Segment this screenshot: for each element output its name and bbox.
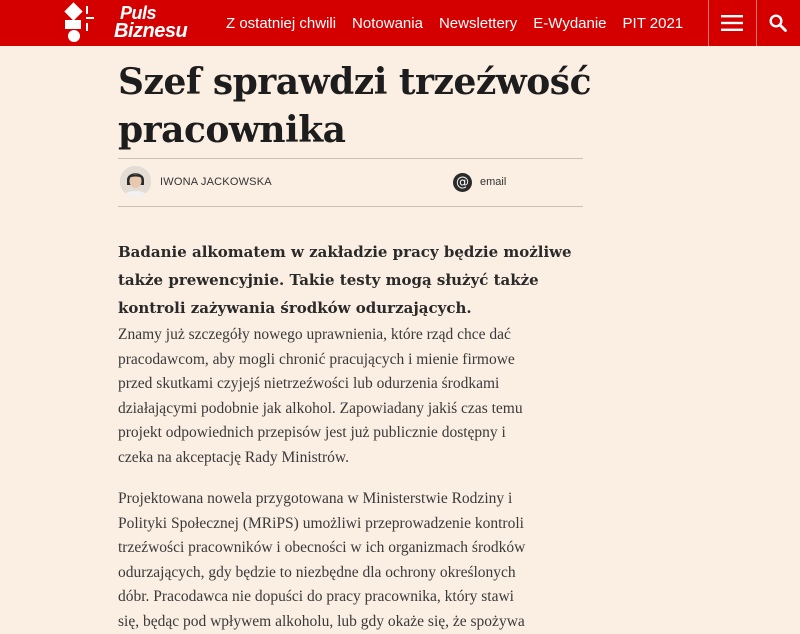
email-link[interactable]: email [480,176,506,188]
search-button[interactable] [756,0,800,46]
author-name[interactable]: IWONA JACKOWSKA [160,176,272,188]
nav-newslettery[interactable]: Newslettery [439,15,517,32]
lead-line: kontroli zażywania środków odurzających. [118,294,548,322]
email-icon[interactable]: @ [453,173,472,192]
paragraph-line: się, będąc pod wpływem alkoholu, lub gdy okaże się, że spożywa [118,610,558,634]
lead-line: także prewencyjnie. Takie testy mogą służyć także [118,266,548,294]
logo-badge-icon [64,2,100,44]
paragraph-line: trzeźwości pracowników i obecności w ich organizmach środków [118,536,558,561]
top-bar [0,0,800,46]
article-title [118,58,588,154]
paragraph-line: Projektowana nowela przygotowana w Ministerstwie Rodziny i [118,487,558,512]
nav-notowania[interactable]: Notowania [352,15,423,32]
article-paragraph [118,487,558,634]
article-paragraph [118,323,558,470]
paragraph-line: dóbr. Pracodawca nie dopuści do pracy pracownika, który stawi [118,585,558,610]
paragraph-line: pracodawcom, aby mogli chronić pracujących i mienie firmowe [118,348,558,373]
article-header [118,58,588,154]
lead-line: Badanie alkomatem w zakładzie pracy będzie możliwe [118,238,548,266]
nav-z-ostatniej-chwili[interactable]: Z ostatniej chwili [226,15,336,32]
paragraph-line: odurzających, gdy będzie to niezbędne dla ochrony określonych [118,561,558,586]
hamburger-menu-icon [721,15,743,31]
paragraph-line: działającymi podobnie jak alkohol. Zapowiadany jakiś czas temu [118,397,558,422]
title-line: Szef sprawdzi trzeźwość [118,58,588,106]
search-icon [769,14,787,32]
article-lead [118,238,548,322]
menu-button[interactable] [708,0,756,46]
logo-line-2: Biznesu [114,22,187,40]
paragraph-line: projekt odpowiednich przepisów jest już publicznie dostępny i [118,421,558,446]
paragraph-line: Znamy już szczegóły nowego uprawnienia, które rząd chce dać [118,323,558,348]
paragraph-line: czeka na akceptację Rady Ministrów. [118,446,558,471]
logo-line-1: Puls [114,4,187,22]
main-nav [226,0,683,46]
title-line: pracownika [118,106,588,154]
paragraph-line: przed skutkami czyjejś nietrzeźwości lub odurzenia środkami [118,372,558,397]
author-avatar[interactable] [120,166,151,197]
author-photo-icon [120,166,151,197]
site-logo[interactable] [64,2,204,44]
nav-e-wydanie[interactable]: E-Wydanie [533,15,606,32]
nav-pit-2021[interactable]: PIT 2021 [623,15,684,32]
byline [118,158,583,207]
paragraph-line: Polityki Społecznej (MRiPS) umożliwi przeprowadzenie kontroli [118,512,558,537]
